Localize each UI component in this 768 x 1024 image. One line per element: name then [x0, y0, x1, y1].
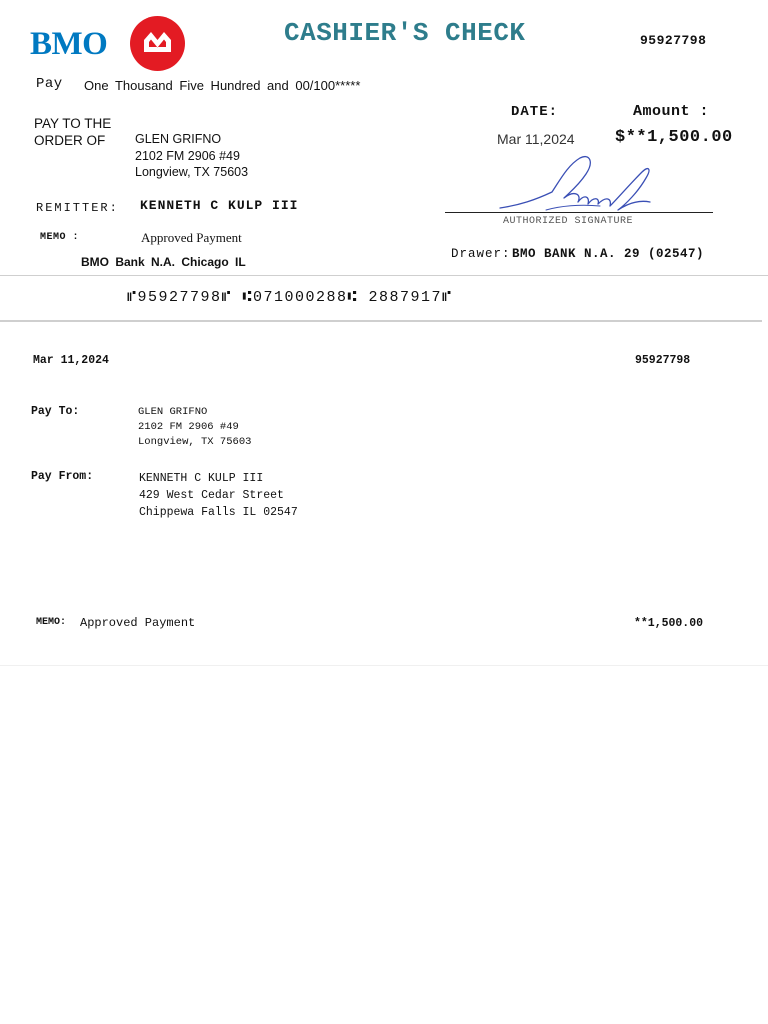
stub-pay-from-block: [139, 470, 298, 521]
stub-pay-to-block: [138, 405, 251, 450]
check-amount: $**1,500.00: [615, 128, 733, 147]
payee-address-line2: Longview, TX 75603: [135, 165, 249, 179]
stub-payer-name: KENNETH C KULP III: [139, 472, 264, 485]
stub-payee-address-line2: Longview, TX 75603: [138, 436, 252, 448]
stub-amount: **1,500.00: [634, 617, 704, 630]
authorized-signature-caption: AUTHORIZED SIGNATURE: [503, 216, 634, 227]
pay-label: Pay: [36, 76, 63, 92]
check-title: CASHIER'S CHECK: [284, 18, 526, 48]
payee-address-line1: 2102 FM 2906 #49: [135, 148, 240, 163]
drawer-value: BMO BANK N.A. 29 (02547): [512, 247, 705, 261]
memo-value: Approved Payment: [141, 230, 242, 245]
amount-label: Amount :: [633, 103, 710, 120]
remitter-name: KENNETH C KULP III: [140, 198, 299, 213]
payee-name: GLEN GRIFNO: [135, 132, 222, 146]
drawer-label: Drawer:: [451, 247, 511, 261]
stub-pay-to-label: Pay To:: [31, 405, 80, 418]
signature-line: [445, 212, 713, 213]
amount-in-words: One Thousand Five Hundred and 00/100*****: [84, 78, 361, 93]
stub-date: Mar 11,2024: [33, 354, 109, 367]
stub-pay-from-label: Pay From:: [31, 470, 94, 483]
check-number: 95927798: [640, 33, 707, 48]
signature-image: [490, 150, 660, 225]
date-label: DATE:: [511, 104, 559, 120]
memo-label: MEMO :: [40, 232, 80, 243]
stub-payee-address-line1: 2102 FM 2906 #49: [138, 421, 239, 433]
stub-divider: [0, 320, 762, 322]
stub-payee-name: GLEN GRIFNO: [138, 406, 208, 418]
stub-memo-label: MEMO:: [36, 617, 67, 628]
stub-payer-address-line1: 429 West Cedar Street: [139, 489, 284, 502]
stub-payer-address-line2: Chippewa Falls IL 02547: [139, 506, 298, 519]
stub-bottom-divider: [0, 665, 768, 666]
divider: [0, 275, 768, 276]
stub-memo-value: Approved Payment: [80, 616, 196, 630]
pay-to-order-label: PAY TO THE ORDER OF: [34, 116, 112, 148]
payee-block: [135, 131, 248, 181]
stub-check-number: 95927798: [635, 354, 691, 367]
bank-address: BMO Bank N.A. Chicago IL: [81, 255, 246, 269]
micr-line: ⑈95927798⑈ ⑆071000288⑆ 2887917⑈: [127, 289, 453, 306]
bank-logo-wordmark: BMO: [30, 26, 108, 62]
bmo-roundel-icon: [130, 16, 185, 71]
check-date: Mar 11,2024: [497, 131, 575, 147]
remitter-label: REMITTER:: [36, 201, 119, 215]
